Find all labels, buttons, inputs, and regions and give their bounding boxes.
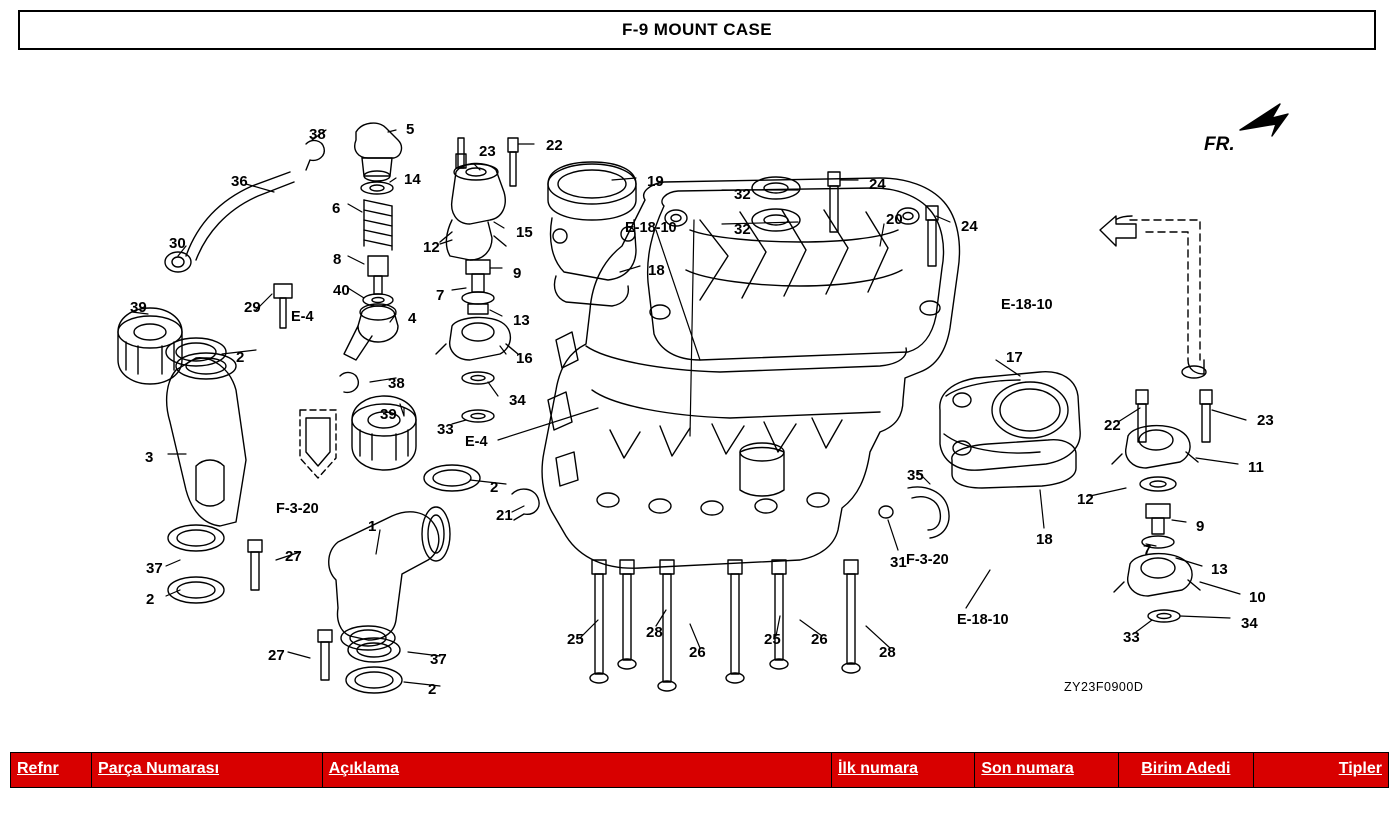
diagram-artwork: [0, 60, 1399, 720]
column-header-last-no[interactable]: Son numara: [975, 753, 1118, 788]
reference-e-18-10-top: E-18-10: [625, 220, 677, 236]
callout-7-left: 7: [436, 287, 445, 304]
callout-11: 11: [1248, 459, 1264, 476]
reference-e-18-10-bottom: E-18-10: [957, 612, 1009, 628]
parts-table-header: [11, 753, 1389, 788]
callout-32-upper: 32: [734, 186, 751, 203]
callout-21: 21: [496, 507, 513, 524]
callout-16: 16: [516, 350, 533, 367]
column-header-refnr[interactable]: Refnr: [11, 753, 92, 788]
callout-17: 17: [1006, 349, 1023, 366]
callout-8: 8: [333, 251, 342, 268]
callout-24-right: 24: [961, 218, 978, 235]
column-header-first-no[interactable]: İlk numara: [831, 753, 974, 788]
callout-27-left: 27: [285, 548, 302, 565]
reference-e-4-left: E-4: [291, 309, 314, 325]
column-header-desc[interactable]: Açıklama: [322, 753, 831, 788]
page-title: F-9 MOUNT CASE: [621, 20, 773, 39]
callout-13-left: 13: [513, 312, 530, 329]
callout-27-bottom: 27: [268, 647, 285, 664]
callout-26-right: 26: [811, 631, 828, 648]
callout-13-right: 13: [1211, 561, 1228, 578]
callout-29: 29: [244, 299, 261, 316]
front-direction-marker: FR.: [1204, 134, 1235, 155]
callout-39-lower: 39: [380, 406, 397, 423]
drawing-code: ZY23F0900D: [1064, 680, 1144, 694]
callout-36: 36: [231, 173, 248, 190]
callout-6: 6: [332, 200, 341, 217]
callout-3: 3: [145, 449, 154, 466]
parts-table-header-row: [11, 753, 1389, 788]
callout-25-right: 25: [764, 631, 781, 648]
callout-34-right: 34: [1241, 615, 1258, 632]
callout-9-right: 9: [1196, 518, 1205, 535]
column-header-types[interactable]: Tipler: [1253, 753, 1388, 788]
column-header-qty[interactable]: Birim Adedi: [1118, 753, 1253, 788]
callout-34-left: 34: [509, 392, 526, 409]
exploded-parts-diagram: [0, 60, 1399, 720]
callout-33-left: 33: [437, 421, 454, 438]
callout-30: 30: [169, 235, 186, 252]
callout-18-right: 18: [1036, 531, 1053, 548]
callout-4: 4: [408, 310, 417, 327]
reference-f-3-20-left: F-3-20: [276, 501, 319, 517]
callout-35: 35: [907, 467, 924, 484]
parts-table: [10, 752, 1389, 788]
callout-12-left: 12: [423, 239, 440, 256]
callout-7-right: 7: [1143, 542, 1152, 559]
callout-37-left: 37: [146, 560, 163, 577]
callout-25-left: 25: [567, 631, 584, 648]
callout-15: 15: [516, 224, 533, 241]
callout-2-mid: 2: [490, 479, 499, 496]
callout-39-upper: 39: [130, 299, 147, 316]
callout-2-bottom: 2: [428, 681, 437, 698]
callout-20: 20: [886, 211, 903, 228]
callout-5: 5: [406, 121, 415, 138]
callout-31: 31: [890, 554, 907, 571]
callout-23: 23: [479, 143, 496, 160]
callout-22-right: 22: [1104, 417, 1121, 434]
callout-2-upper-left: 2: [236, 349, 245, 366]
callout-14: 14: [404, 171, 421, 188]
callout-2-lower-left: 2: [146, 591, 155, 608]
callout-19: 19: [647, 173, 664, 190]
callout-40: 40: [333, 282, 350, 299]
reference-e-18-10-right: E-18-10: [1001, 297, 1053, 313]
reference-f-3-20-right: F-3-20: [906, 552, 949, 568]
callout-38-lower: 38: [388, 375, 405, 392]
callout-37-bottom: 37: [430, 651, 447, 668]
callout-1: 1: [368, 518, 377, 535]
callout-38: 38: [309, 126, 326, 143]
callout-33-right: 33: [1123, 629, 1140, 646]
callout-32-lower: 32: [734, 221, 751, 238]
callout-18-upper: 18: [648, 262, 665, 279]
callout-28-right: 28: [879, 644, 896, 661]
callout-10: 10: [1249, 589, 1266, 606]
callout-22: 22: [546, 137, 563, 154]
callout-9-left: 9: [513, 265, 522, 282]
column-header-part-no[interactable]: Parça Numarası: [92, 753, 323, 788]
callout-12-right: 12: [1077, 491, 1094, 508]
callout-28-left: 28: [646, 624, 663, 641]
reference-e-4-mid: E-4: [465, 434, 488, 450]
callout-26-left: 26: [689, 644, 706, 661]
callout-24-upper: 24: [869, 176, 886, 193]
callout-23-right: 23: [1257, 412, 1274, 429]
page-title-bar: [18, 10, 1376, 50]
